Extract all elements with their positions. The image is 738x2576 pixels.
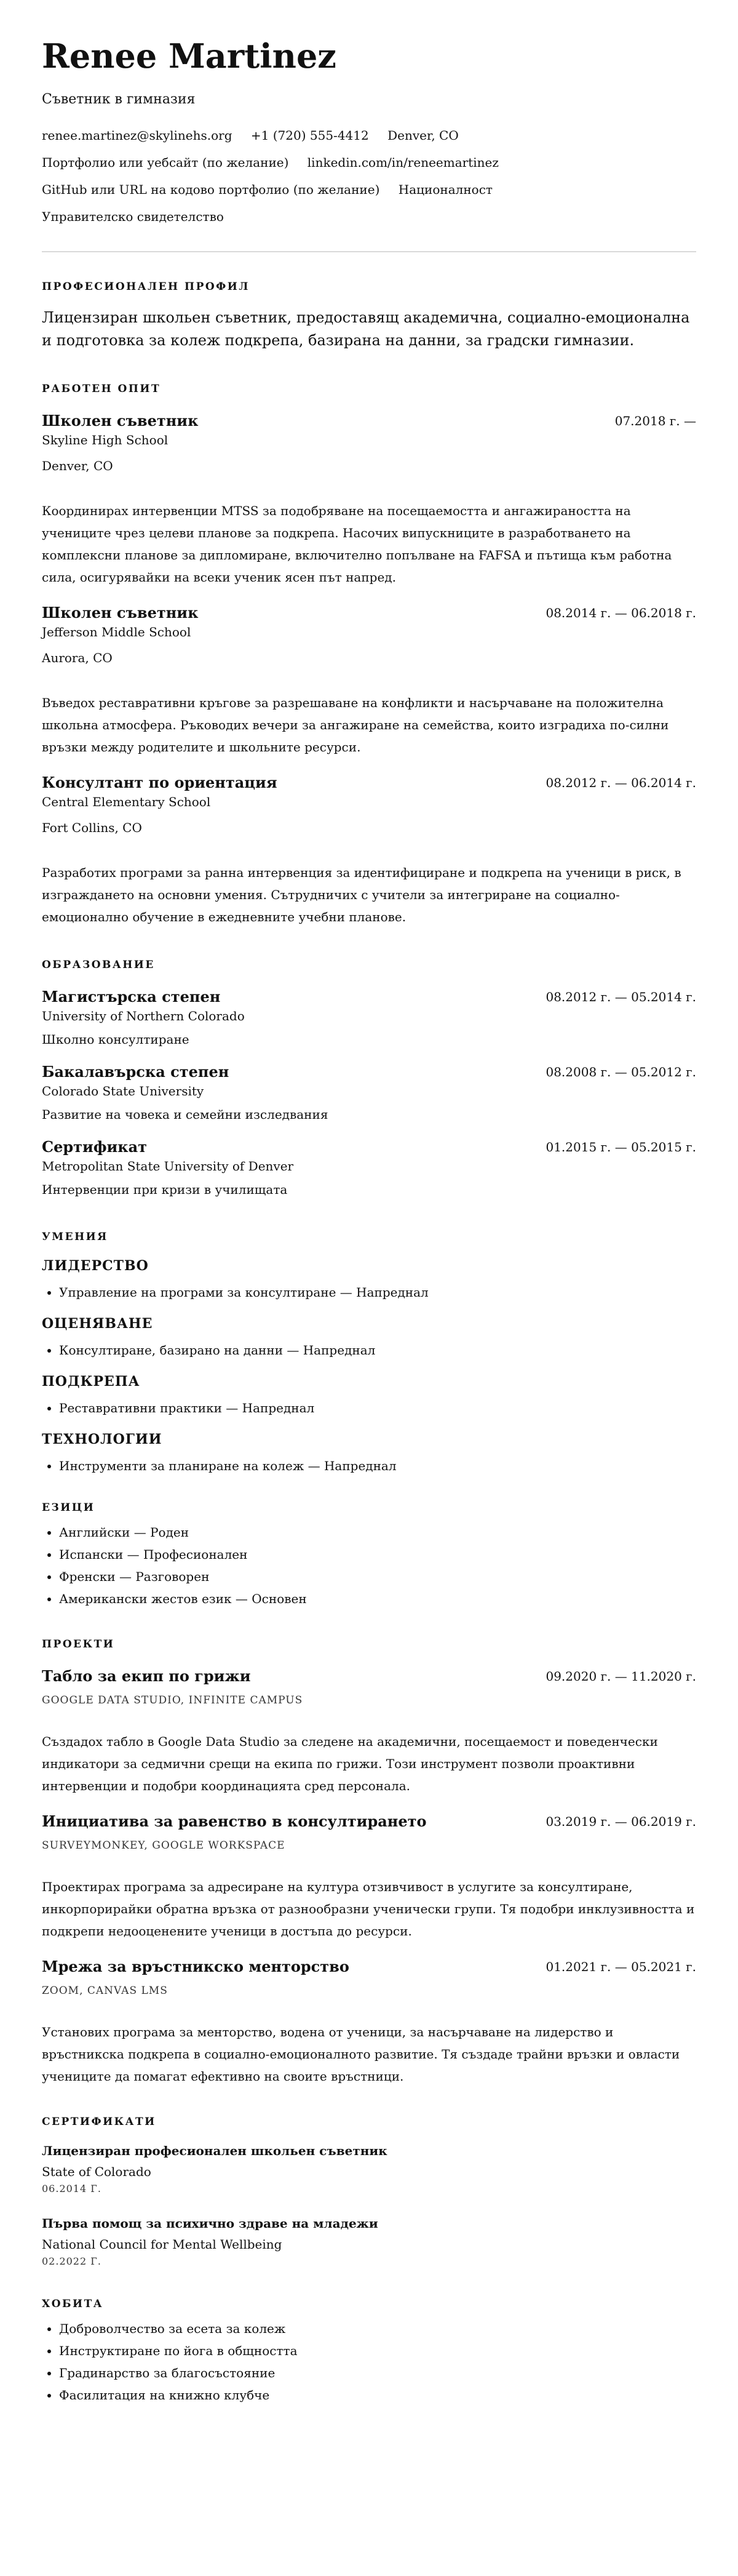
project-date: 03.2019 г. — 06.2019 г. (546, 1814, 696, 1829)
job-title: Школен съветник (42, 412, 199, 430)
hobby-item: • Инструктиране по йога в общността (59, 2340, 696, 2362)
job-location: Fort Collins, CO (42, 820, 142, 835)
skill-list (42, 1281, 696, 1303)
job-description: Разработих програми за ранна интервенция за идентифициране и подкрепа на ученици в риск, в изграждането на основни умения. Сътрудничих с учители за интегриране на социално-емоционално обучение в ежедневните учебни планове. (42, 865, 681, 924)
education-date: 08.2008 г. — 05.2012 г. (546, 1065, 696, 1079)
skill-group (42, 1372, 696, 1419)
project-entry (42, 1666, 696, 1797)
certifications-section-title: СЕРТИФИКАТИ (42, 2116, 156, 2128)
project-date: 09.2020 г. — 11.2020 г. (546, 1669, 696, 1684)
experience-entry (42, 773, 696, 928)
certification-date: 06.2014 Г. (42, 2183, 101, 2194)
skill-group (42, 1314, 696, 1361)
profile-section (42, 281, 696, 352)
certification-issuer: State of Colorado (42, 2164, 151, 2179)
location-text: Denver, CO (387, 128, 459, 143)
field-of-study: Школно консултиране (42, 1032, 189, 1047)
project-entry (42, 1957, 696, 2087)
nationality-text: Националност (398, 182, 493, 197)
skill-category: ТЕХНОЛОГИИ (42, 1431, 162, 1447)
project-technologies: ZOOM, CANVAS LMS (42, 1985, 168, 1997)
skill-item: • Инструменти за планиране на колеж — Напреднал (59, 1455, 696, 1477)
hobby-item: • Доброволчество за есета за колеж (59, 2318, 696, 2340)
job-location: Aurora, CO (42, 650, 113, 665)
job-date: 08.2014 г. — 06.2018 г. (546, 606, 696, 620)
school-name: Metropolitan State University of Denver (42, 1159, 294, 1174)
language-item: • Френски — Разговорен (59, 1566, 696, 1588)
project-technologies: SURVEYMONKEY, GOOGLE WORKSPACE (42, 1839, 285, 1852)
experience-entry (42, 411, 696, 588)
language-item: • Американски жестов език — Основен (59, 1588, 696, 1610)
job-organization: Jefferson Middle School (42, 625, 191, 639)
project-description: Проектирах програма за адресиране на култура отзивчивост в услугите за консултиране, инкорпорирайки обратна връзка от разнообразни ученически групи. Тя подобри инклузивността и подкрепи недооценените ученици в достъпа до ресурси. (42, 1879, 695, 1938)
certification-issuer: National Council for Mental Wellbeing (42, 2237, 282, 2252)
education-entry (42, 1062, 696, 1124)
hobby-item: • Фасилитация на книжно клубче (59, 2384, 696, 2406)
education-date: 08.2012 г. — 05.2014 г. (546, 990, 696, 1004)
skill-item: • Управление на програми за консултиране — Напреднал (59, 1281, 696, 1303)
skill-category: ЛИДЕРСТВО (42, 1258, 149, 1274)
certification-entry (42, 2214, 696, 2270)
degree-title: Магистърска степен (42, 988, 221, 1006)
skill-category: ОЦЕНЯВАНЕ (42, 1316, 153, 1332)
education-section (42, 959, 696, 1199)
experience-section (42, 383, 696, 928)
phone-text: +1 (720) 555-4412 (250, 128, 369, 143)
certification-entry (42, 2142, 696, 2197)
education-entry (42, 987, 696, 1049)
language-list (42, 1521, 696, 1610)
linkedin-link[interactable]: linkedin.com/in/reneemartinez (307, 155, 499, 170)
project-entry (42, 1812, 696, 1942)
certification-name: Първа помощ за психично здраве на младежи (42, 2216, 378, 2231)
job-location: Denver, CO (42, 458, 113, 473)
school-name: Colorado State University (42, 1084, 204, 1098)
job-organization: Central Elementary School (42, 794, 211, 809)
candidate-headline: Съветник в гимназия (42, 92, 196, 107)
language-item: • Испански — Професионален (59, 1543, 696, 1566)
portfolio-text: Портфолио или уебсайт (по желание) (42, 155, 289, 170)
hobby-item: • Градинарство за благосъстояние (59, 2362, 696, 2384)
degree-title: Бакалавърска степен (42, 1063, 229, 1081)
job-date: 07.2018 г. — (614, 414, 696, 428)
education-section-title: ОБРАЗОВАНИЕ (42, 959, 155, 971)
education-entry (42, 1137, 696, 1199)
projects-section-title: ПРОЕКТИ (42, 1638, 115, 1650)
skills-section-title: УМЕНИЯ (42, 1231, 108, 1243)
contact-row-2 (42, 153, 696, 172)
skill-item: • Реставративни практики — Напреднал (59, 1397, 696, 1419)
contact-row-4 (42, 207, 696, 226)
experience-section-title: РАБОТЕН ОПИТ (42, 383, 161, 395)
profile-summary: Лицензиран школьен съветник, предоставящ академична, социално-емоционална и подготовка за колеж подкрепа, базирана на данни, за градски гимназии. (42, 309, 690, 349)
skills-section (42, 1231, 696, 1477)
skill-list (42, 1455, 696, 1477)
certification-name: Лицензиран професионален школьен съветник (42, 2143, 387, 2158)
project-technologies: GOOGLE DATA STUDIO, INFINITE CAMPUS (42, 1694, 303, 1706)
languages-section-title: ЕЗИЦИ (42, 1502, 95, 1514)
skill-group (42, 1257, 696, 1303)
github-text: GitHub или URL на кодово портфолио (по желание) (42, 182, 380, 197)
job-title: Консултант по ориентация (42, 774, 277, 791)
hobbies-section-title: ХОБИТА (42, 2298, 104, 2310)
job-organization: Skyline High School (42, 433, 169, 447)
certifications-section (42, 2116, 696, 2270)
skill-list (42, 1397, 696, 1419)
candidate-name: Renee Martinez (42, 36, 336, 76)
skill-category: ПОДКРЕПА (42, 1374, 140, 1390)
skill-item: • Консултиране, базирано на данни — Напреднал (59, 1339, 696, 1361)
project-description: Установих програма за менторство, водена от ученици, за насърчаване на лидерство и връстникска подкрепа в социално-емоционалното развитие. Тя създаде трайни връзки и овласти учениците да помагат ефективно на своите връстници. (42, 2025, 680, 2084)
email-link[interactable]: renee.martinez@skylinehs.org (42, 128, 232, 143)
certification-date: 02.2022 Г. (42, 2255, 101, 2267)
project-date: 01.2021 г. — 05.2021 г. (546, 1959, 696, 1974)
resume-header (42, 34, 696, 226)
profile-section-title: ПРОФЕСИОНАЛЕН ПРОФИЛ (42, 281, 250, 293)
contact-row-1 (42, 126, 696, 145)
project-title: Табло за екип по грижи (42, 1667, 251, 1685)
school-name: University of Northern Colorado (42, 1009, 245, 1023)
hobbies-section (42, 2298, 696, 2406)
job-date: 08.2012 г. — 06.2014 г. (546, 775, 696, 790)
skill-group (42, 1430, 696, 1477)
hobby-list (42, 2318, 696, 2406)
language-item: • Английски — Роден (59, 1521, 696, 1543)
field-of-study: Интервенции при кризи в училищата (42, 1182, 288, 1197)
contact-row-3 (42, 180, 696, 199)
job-description: Въведох реставративни кръгове за разрешаване на конфликти и насърчаване на положителна школьна атмосфера. Ръководих вечери за ангажиране на семейства, които изградиха по-силни връзки между родителите и школьните ресурси. (42, 695, 669, 754)
header-divider (42, 251, 696, 252)
job-description: Координирах интервенции MTSS за подобряване на посещаемостта и ангажираността на учениците чрез целеви планове за подкрепа. Насочих випускниците в разработването на комплексни планове за дипломиране, включително попълване на FAFSA и пътища към работна сила, осигурявайки на всеки ученик ясен път напред. (42, 503, 672, 585)
education-date: 01.2015 г. — 05.2015 г. (546, 1140, 696, 1154)
project-description: Създадох табло в Google Data Studio за следене на академични, посещаемост и поведенчески индикатори за седмични срещи на екипа по грижи. Този инструмент позволи проактивни интервенции и подобри координацията сред персонала. (42, 1734, 658, 1793)
license-text: Управителско свидетелство (42, 209, 224, 224)
project-title: Инициатива за равенство в консултирането (42, 1812, 427, 1830)
field-of-study: Развитие на човека и семейни изследвания (42, 1107, 328, 1122)
experience-entry (42, 603, 696, 758)
skill-list (42, 1339, 696, 1361)
job-title: Школен съветник (42, 604, 199, 622)
languages-section (42, 1502, 696, 1610)
projects-section (42, 1638, 696, 2087)
project-title: Мрежа за връстникско менторство (42, 1958, 349, 1975)
degree-title: Сертификат (42, 1138, 148, 1156)
